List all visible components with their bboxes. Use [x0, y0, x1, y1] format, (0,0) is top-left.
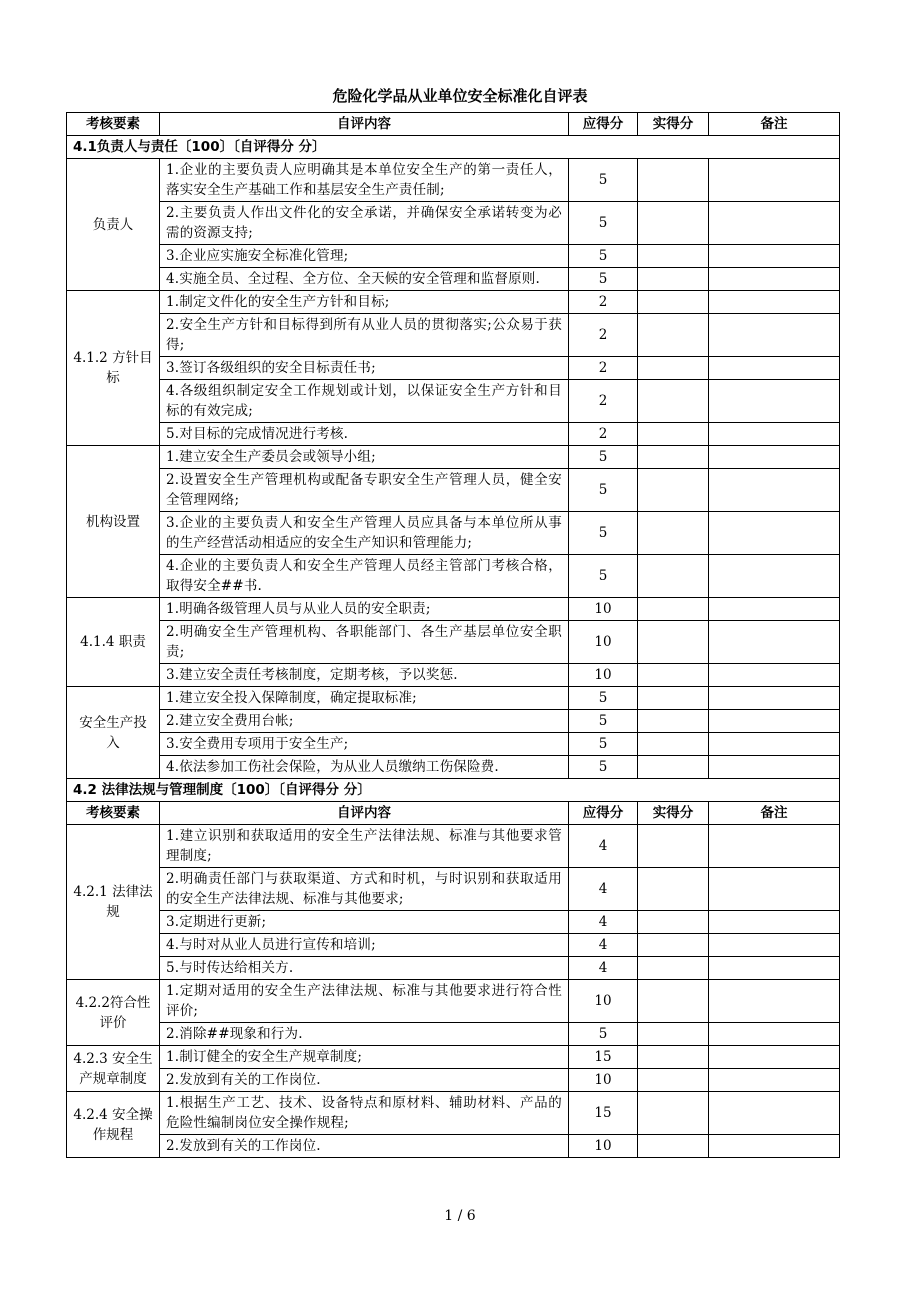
due-score: 10: [569, 1069, 638, 1092]
remark-cell: [709, 555, 840, 598]
actual-score-cell: [638, 825, 709, 868]
actual-score-cell: [638, 1023, 709, 1046]
header-due-score: 应得分: [569, 802, 638, 825]
actual-score-cell: [638, 1092, 709, 1135]
actual-score-cell: [638, 980, 709, 1023]
due-score: 5: [569, 555, 638, 598]
actual-score-cell: [638, 934, 709, 957]
table-header-row: [67, 802, 840, 825]
page-title: 危险化学品从业单位安全标准化自评表: [332, 87, 588, 105]
evaluation-element: 4.2.1 法律法规: [67, 825, 160, 980]
evaluation-content: 3.定期进行更新;: [160, 911, 569, 934]
table-row: [67, 446, 840, 469]
due-score: 4: [569, 868, 638, 911]
due-score: 2: [569, 423, 638, 446]
evaluation-content: 2.发放到有关的工作岗位.: [160, 1135, 569, 1158]
section-heading: 4.1负责人与责任〔100〕〔自评得分 分〕: [67, 136, 840, 159]
remark-cell: [709, 868, 840, 911]
self-evaluation-table: [66, 112, 840, 1158]
header-due-score: 应得分: [569, 113, 638, 136]
table-row: [67, 469, 840, 512]
due-score: 5: [569, 202, 638, 245]
table-row: [67, 664, 840, 687]
evaluation-element: 4.1.4 职责: [67, 598, 160, 687]
section-heading-row: [67, 136, 840, 159]
remark-cell: [709, 911, 840, 934]
evaluation-content: 1.定期对适用的安全生产法律法规、标准与其他要求进行符合性评价;: [160, 980, 569, 1023]
evaluation-content: 3.企业的主要负责人和安全生产管理人员应具备与本单位所从事的生产经营活动相适应的安全生产知识和管理能力;: [160, 512, 569, 555]
table-row: [67, 710, 840, 733]
evaluation-content: 2.明确安全生产管理机构、各职能部门、各生产基层单位安全职责;: [160, 621, 569, 664]
actual-score-cell: [638, 380, 709, 423]
remark-cell: [709, 512, 840, 555]
table-header-row: [67, 113, 840, 136]
evaluation-content: 1.企业的主要负责人应明确其是本单位安全生产的第一责任人，落实安全生产基础工作和基层安全生产责任制;: [160, 159, 569, 202]
due-score: 10: [569, 980, 638, 1023]
due-score: 2: [569, 357, 638, 380]
remark-cell: [709, 756, 840, 779]
actual-score-cell: [638, 291, 709, 314]
table-row: [67, 245, 840, 268]
table-row: [67, 598, 840, 621]
actual-score-cell: [638, 555, 709, 598]
due-score: 5: [569, 245, 638, 268]
evaluation-content: 2.发放到有关的工作岗位.: [160, 1069, 569, 1092]
evaluation-content: 2.安全生产方针和目标得到所有从业人员的贯彻落实;公众易于获得;: [160, 314, 569, 357]
remark-cell: [709, 598, 840, 621]
table-row: [67, 1069, 840, 1092]
evaluation-content: 2.主要负责人作出文件化的安全承诺，并确保安全承诺转变为必需的资源支持;: [160, 202, 569, 245]
evaluation-content: 1.建立安全生产委员会或领导小组;: [160, 446, 569, 469]
remark-cell: [709, 957, 840, 980]
table-row: [67, 756, 840, 779]
actual-score-cell: [638, 868, 709, 911]
actual-score-cell: [638, 446, 709, 469]
remark-cell: [709, 423, 840, 446]
evaluation-element: 4.2.4 安全操作规程: [67, 1092, 160, 1158]
actual-score-cell: [638, 1135, 709, 1158]
due-score: 5: [569, 710, 638, 733]
remark-cell: [709, 1092, 840, 1135]
actual-score-cell: [638, 357, 709, 380]
evaluation-content: 1.建立安全投入保障制度，确定提取标准;: [160, 687, 569, 710]
actual-score-cell: [638, 911, 709, 934]
due-score: 15: [569, 1046, 638, 1069]
due-score: 10: [569, 621, 638, 664]
actual-score-cell: [638, 469, 709, 512]
evaluation-content: 3.签订各级组织的安全目标责任书;: [160, 357, 569, 380]
due-score: 2: [569, 314, 638, 357]
evaluation-element: 安全生产投入: [67, 687, 160, 779]
remark-cell: [709, 934, 840, 957]
remark-cell: [709, 446, 840, 469]
remark-cell: [709, 159, 840, 202]
actual-score-cell: [638, 957, 709, 980]
remark-cell: [709, 710, 840, 733]
section-heading-row: [67, 779, 840, 802]
due-score: 5: [569, 1023, 638, 1046]
table-row: [67, 687, 840, 710]
evaluation-element: 4.1.2 方针目标: [67, 291, 160, 446]
table-row: [67, 621, 840, 664]
due-score: 4: [569, 825, 638, 868]
due-score: 10: [569, 598, 638, 621]
actual-score-cell: [638, 756, 709, 779]
due-score: 5: [569, 756, 638, 779]
header-remark: 备注: [709, 113, 840, 136]
actual-score-cell: [638, 423, 709, 446]
due-score: 5: [569, 687, 638, 710]
due-score: 4: [569, 911, 638, 934]
evaluation-content: 2.消除##现象和行为.: [160, 1023, 569, 1046]
evaluation-content: 2.设置安全生产管理机构或配备专职安全生产管理人员，健全安全管理网络;: [160, 469, 569, 512]
due-score: 5: [569, 469, 638, 512]
actual-score-cell: [638, 710, 709, 733]
evaluation-content: 1.制订健全的安全生产规章制度;: [160, 1046, 569, 1069]
actual-score-cell: [638, 202, 709, 245]
table-row: [67, 825, 840, 868]
remark-cell: [709, 202, 840, 245]
remark-cell: [709, 664, 840, 687]
remark-cell: [709, 621, 840, 664]
evaluation-content: 3.建立安全责任考核制度，定期考核，予以奖惩.: [160, 664, 569, 687]
remark-cell: [709, 314, 840, 357]
header-element: 考核要素: [67, 802, 160, 825]
table-row: [67, 1023, 840, 1046]
evaluation-content: 3.企业应实施安全标准化管理;: [160, 245, 569, 268]
section-heading: 4.2 法律法规与管理制度〔100〕〔自评得分 分〕: [67, 779, 840, 802]
evaluation-element: 机构设置: [67, 446, 160, 598]
remark-cell: [709, 268, 840, 291]
actual-score-cell: [638, 268, 709, 291]
remark-cell: [709, 1069, 840, 1092]
evaluation-content: 2.明确责任部门与获取渠道、方式和时机，与时识别和获取适用的安全生产法律法规、标准与其他要求;: [160, 868, 569, 911]
actual-score-cell: [638, 1069, 709, 1092]
table-row: [67, 980, 840, 1023]
evaluation-content: 1.建立识别和获取适用的安全生产法律法规、标准与其他要求管理制度;: [160, 825, 569, 868]
evaluation-content: 1.制定文件化的安全生产方针和目标;: [160, 291, 569, 314]
table-row: [67, 159, 840, 202]
due-score: 4: [569, 957, 638, 980]
header-actual-score: 实得分: [638, 802, 709, 825]
page-number: 1 / 6: [444, 1208, 476, 1224]
due-score: 5: [569, 512, 638, 555]
table-row: [67, 512, 840, 555]
actual-score-cell: [638, 621, 709, 664]
actual-score-cell: [638, 1046, 709, 1069]
remark-cell: [709, 291, 840, 314]
table-row: [67, 357, 840, 380]
actual-score-cell: [638, 733, 709, 756]
table-row: [67, 380, 840, 423]
evaluation-content: 1.根据生产工艺、技术、设备特点和原材料、辅助材料、产品的危险性编制岗位安全操作规程;: [160, 1092, 569, 1135]
header-content: 自评内容: [160, 802, 569, 825]
evaluation-content: 5.对目标的完成情况进行考核.: [160, 423, 569, 446]
table-row: [67, 423, 840, 446]
remark-cell: [709, 357, 840, 380]
due-score: 10: [569, 664, 638, 687]
actual-score-cell: [638, 245, 709, 268]
table-row: [67, 555, 840, 598]
remark-cell: [709, 1046, 840, 1069]
remark-cell: [709, 733, 840, 756]
table-row: [67, 934, 840, 957]
remark-cell: [709, 380, 840, 423]
evaluation-content: 4.依法参加工伤社会保险，为从业人员缴纳工伤保险费.: [160, 756, 569, 779]
remark-cell: [709, 825, 840, 868]
table-row: [67, 314, 840, 357]
header-content: 自评内容: [160, 113, 569, 136]
evaluation-content: 2.建立安全费用台帐;: [160, 710, 569, 733]
due-score: 5: [569, 733, 638, 756]
due-score: 4: [569, 934, 638, 957]
table-row: [67, 868, 840, 911]
header-element: 考核要素: [67, 113, 160, 136]
remark-cell: [709, 1023, 840, 1046]
table-row: [67, 957, 840, 980]
due-score: 2: [569, 380, 638, 423]
remark-cell: [709, 1135, 840, 1158]
actual-score-cell: [638, 159, 709, 202]
evaluation-content: 1.明确各级管理人员与从业人员的安全职责;: [160, 598, 569, 621]
header-actual-score: 实得分: [638, 113, 709, 136]
actual-score-cell: [638, 664, 709, 687]
table-row: [67, 202, 840, 245]
due-score: 10: [569, 1135, 638, 1158]
due-score: 5: [569, 268, 638, 291]
actual-score-cell: [638, 512, 709, 555]
remark-cell: [709, 469, 840, 512]
due-score: 5: [569, 446, 638, 469]
table-row: [67, 1135, 840, 1158]
table-row: [67, 268, 840, 291]
table-row: [67, 1046, 840, 1069]
due-score: 15: [569, 1092, 638, 1135]
evaluation-content: 4.实施全员、全过程、全方位、全天候的安全管理和监督原则.: [160, 268, 569, 291]
evaluation-element: 4.2.2符合性评价: [67, 980, 160, 1046]
evaluation-content: 4.各级组织制定安全工作规划或计划，以保证安全生产方针和目标的有效完成;: [160, 380, 569, 423]
due-score: 5: [569, 159, 638, 202]
table-row: [67, 733, 840, 756]
actual-score-cell: [638, 598, 709, 621]
actual-score-cell: [638, 314, 709, 357]
remark-cell: [709, 980, 840, 1023]
evaluation-content: 4.企业的主要负责人和安全生产管理人员经主管部门考核合格，取得安全##书.: [160, 555, 569, 598]
header-remark: 备注: [709, 802, 840, 825]
evaluation-content: 5.与时传达给相关方.: [160, 957, 569, 980]
table-row: [67, 291, 840, 314]
evaluation-content: 4.与时对从业人员进行宣传和培训;: [160, 934, 569, 957]
remark-cell: [709, 687, 840, 710]
actual-score-cell: [638, 687, 709, 710]
evaluation-element: 4.2.3 安全生产规章制度: [67, 1046, 160, 1092]
evaluation-element: 负责人: [67, 159, 160, 291]
evaluation-content: 3.安全费用专项用于安全生产;: [160, 733, 569, 756]
due-score: 2: [569, 291, 638, 314]
table-row: [67, 1092, 840, 1135]
remark-cell: [709, 245, 840, 268]
table-row: [67, 911, 840, 934]
